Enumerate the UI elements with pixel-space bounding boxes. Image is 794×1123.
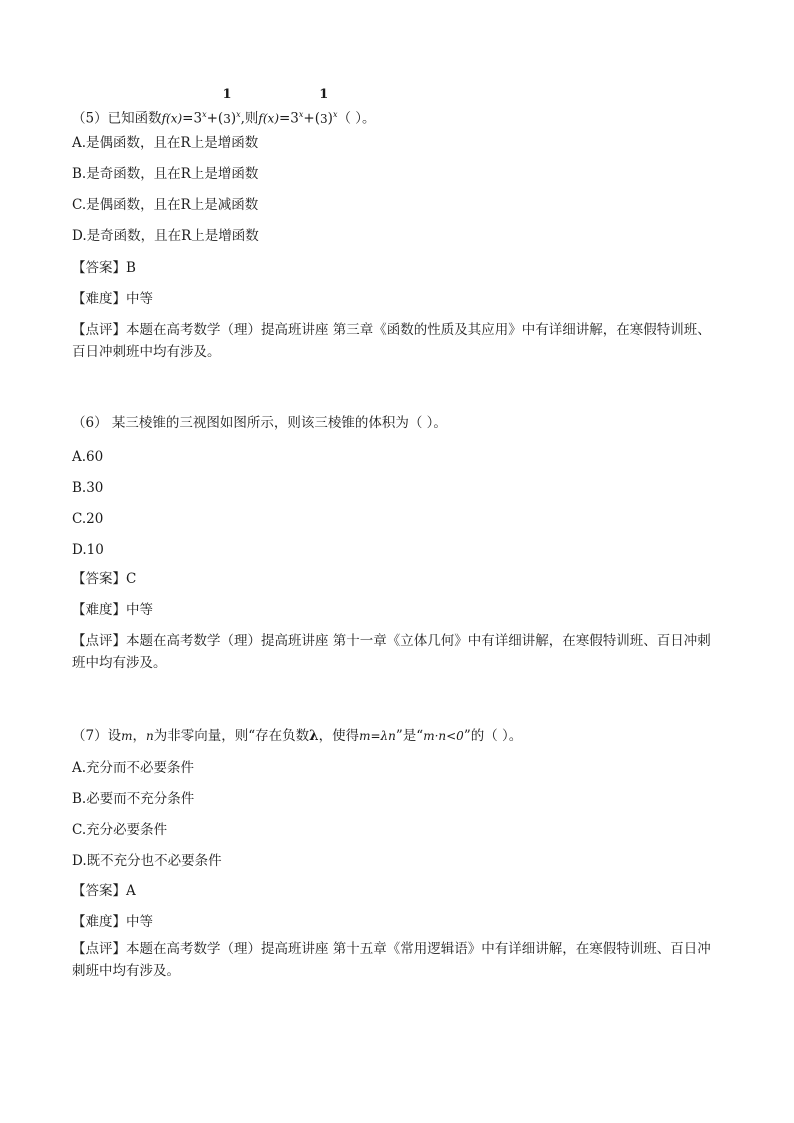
q7-stem xyxy=(72,727,522,745)
q7-difficulty: 【难度】中等 xyxy=(72,914,153,930)
q5-option-a: A.是偶函数，且在R上是增函数 xyxy=(72,135,259,151)
q5-comment: 【点评】本题在高考数学（理）提高班讲座 第三章《函数的性质及其应用》中有详细讲解，在寒假特训班、百日冲刺班中均有涉及。 xyxy=(72,322,711,360)
q5-plus: +( xyxy=(206,110,224,127)
q7-stem-e: ”的（ ）。 xyxy=(463,728,523,744)
q6-option-c: C.20 xyxy=(72,511,104,527)
q5-close: ) xyxy=(230,110,237,127)
q5-sup-x4: x xyxy=(332,110,338,119)
q7-option-c: C.充分必要条件 xyxy=(72,822,168,838)
q7-m: m xyxy=(121,729,133,743)
q5-fx2: f(x) xyxy=(258,111,279,126)
q7-n: n xyxy=(145,729,154,743)
q5-option-b: B.是奇函数，且在R上是增函数 xyxy=(72,166,259,182)
q5-frac-den-2: 3 xyxy=(320,111,328,126)
q5-close2: ) xyxy=(327,110,333,127)
q5-tail: （ ）。 xyxy=(337,110,376,127)
q5-prefix: （5）已知函数 xyxy=(72,110,162,127)
q7-comma: ， xyxy=(132,728,146,744)
q7-stem-a: （7）设 xyxy=(72,728,122,744)
q7-option-b: B.必要而不充分条件 xyxy=(72,791,195,807)
q5-sup-x3: x xyxy=(298,110,304,119)
q7-lambda: λ xyxy=(309,728,319,744)
q5-answer: 【答案】B xyxy=(72,260,136,276)
q5-eq2: =3 xyxy=(279,110,299,127)
q5-frac-num-2: 1 xyxy=(319,86,329,102)
q7-stem-b: 为非零向量，则“存在负数 xyxy=(153,728,310,744)
q5-sup-x1: x xyxy=(202,110,207,119)
q5-option-c: C.是偶函数，且在R上是减函数 xyxy=(72,197,259,213)
q5-fraction xyxy=(222,86,232,128)
q5-difficulty: 【难度】中等 xyxy=(72,291,153,307)
q7-option-a: A.充分而不必要条件 xyxy=(72,760,195,776)
q7-option-d: D.既不充分也不必要条件 xyxy=(72,853,222,869)
q5-frac-den: 3 xyxy=(223,111,231,126)
q6-comment: 【点评】本题在高考数学（理）提高班讲座 第十一章《立体几何》中有详细讲解，在寒假特训班、百日冲刺班中均有涉及。 xyxy=(72,633,711,671)
q5-fraction-2 xyxy=(319,86,329,128)
q5-sup-x2: x xyxy=(236,110,241,119)
q6-difficulty: 【难度】中等 xyxy=(72,602,153,618)
q7-expr2: m·n<0 xyxy=(423,729,464,743)
q6-option-d: D.10 xyxy=(72,542,104,558)
q5-frac-num: 1 xyxy=(222,86,232,102)
q5-eq: =3 xyxy=(182,110,203,127)
q6-answer: 【答案】C xyxy=(72,571,137,587)
q7-stem-d: ”是“ xyxy=(395,728,424,744)
q6-option-a: A.60 xyxy=(72,449,104,465)
q7-answer: 【答案】A xyxy=(72,883,136,899)
q6-option-b: B.30 xyxy=(72,480,104,496)
q7-expr1: m=λn xyxy=(359,729,396,743)
q5-option-d: D.是奇函数，且在R上是增函数 xyxy=(72,228,259,244)
q7-comment: 【点评】本题在高考数学（理）提高班讲座 第十五章《常用逻辑语》中有详细讲解，在寒假特训班、百日冲刺班中均有涉及。 xyxy=(72,941,711,979)
q5-stem xyxy=(72,86,376,128)
q6-stem: （6） 某三棱锥的三视图如图所示，则该三棱锥的体积为（ ）。 xyxy=(72,415,447,431)
q5-plus2: +( xyxy=(303,110,321,127)
q5-fx: f(x) xyxy=(161,111,183,126)
q7-stem-c: ，使得 xyxy=(318,728,360,744)
q5-mid: ,则 xyxy=(240,110,259,127)
